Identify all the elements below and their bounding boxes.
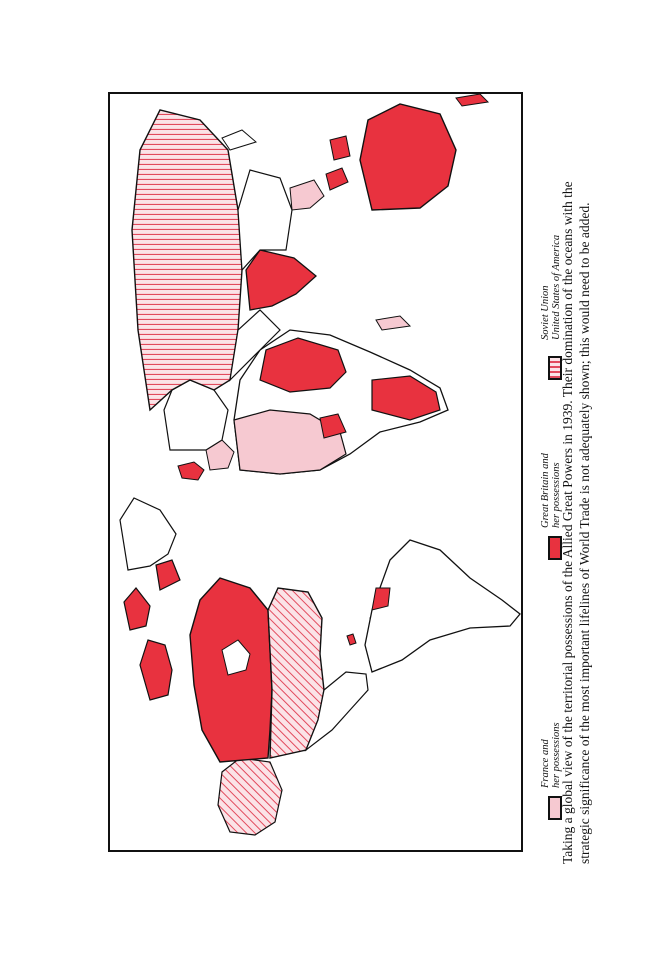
india: [246, 250, 316, 310]
world-map-svg: [110, 92, 523, 850]
europe: [164, 380, 234, 480]
legend-britain: [540, 453, 562, 560]
soviet-union: [132, 110, 242, 410]
malaya-borneo: [326, 136, 350, 190]
greenland: [120, 498, 176, 570]
legend-label-britain: Great Britain and her possessions: [540, 453, 562, 528]
indochina: [290, 180, 324, 210]
legend-label-soviet-usa: Soviet Union United States of America: [540, 234, 562, 340]
caption-line-2: strategic significance of the most important lifelines of World Trade is not adequately shown; this would need to be added.: [576, 202, 592, 864]
japan: [222, 130, 256, 150]
figure-caption: [560, 44, 593, 864]
caption-line-1: Taking a global view of the territorial possessions of the Allied Great Powers in 1939. Their domination of the oceans with the: [560, 181, 575, 864]
world-map: [108, 92, 523, 852]
new-zealand: [456, 94, 488, 106]
legend-france: [540, 722, 562, 820]
british-isles: [178, 462, 204, 480]
oceania: [360, 94, 488, 210]
legend-soviet-usa: [540, 235, 562, 380]
alaska-region: [218, 758, 282, 835]
australia: [360, 104, 456, 210]
south-america: [365, 540, 520, 672]
legend-label-france: France and her possessions: [540, 722, 562, 788]
north-america: [124, 560, 378, 835]
canada-arctic-islands: [124, 560, 180, 700]
europe-mainland: [164, 380, 228, 450]
madagascar: [376, 316, 410, 330]
